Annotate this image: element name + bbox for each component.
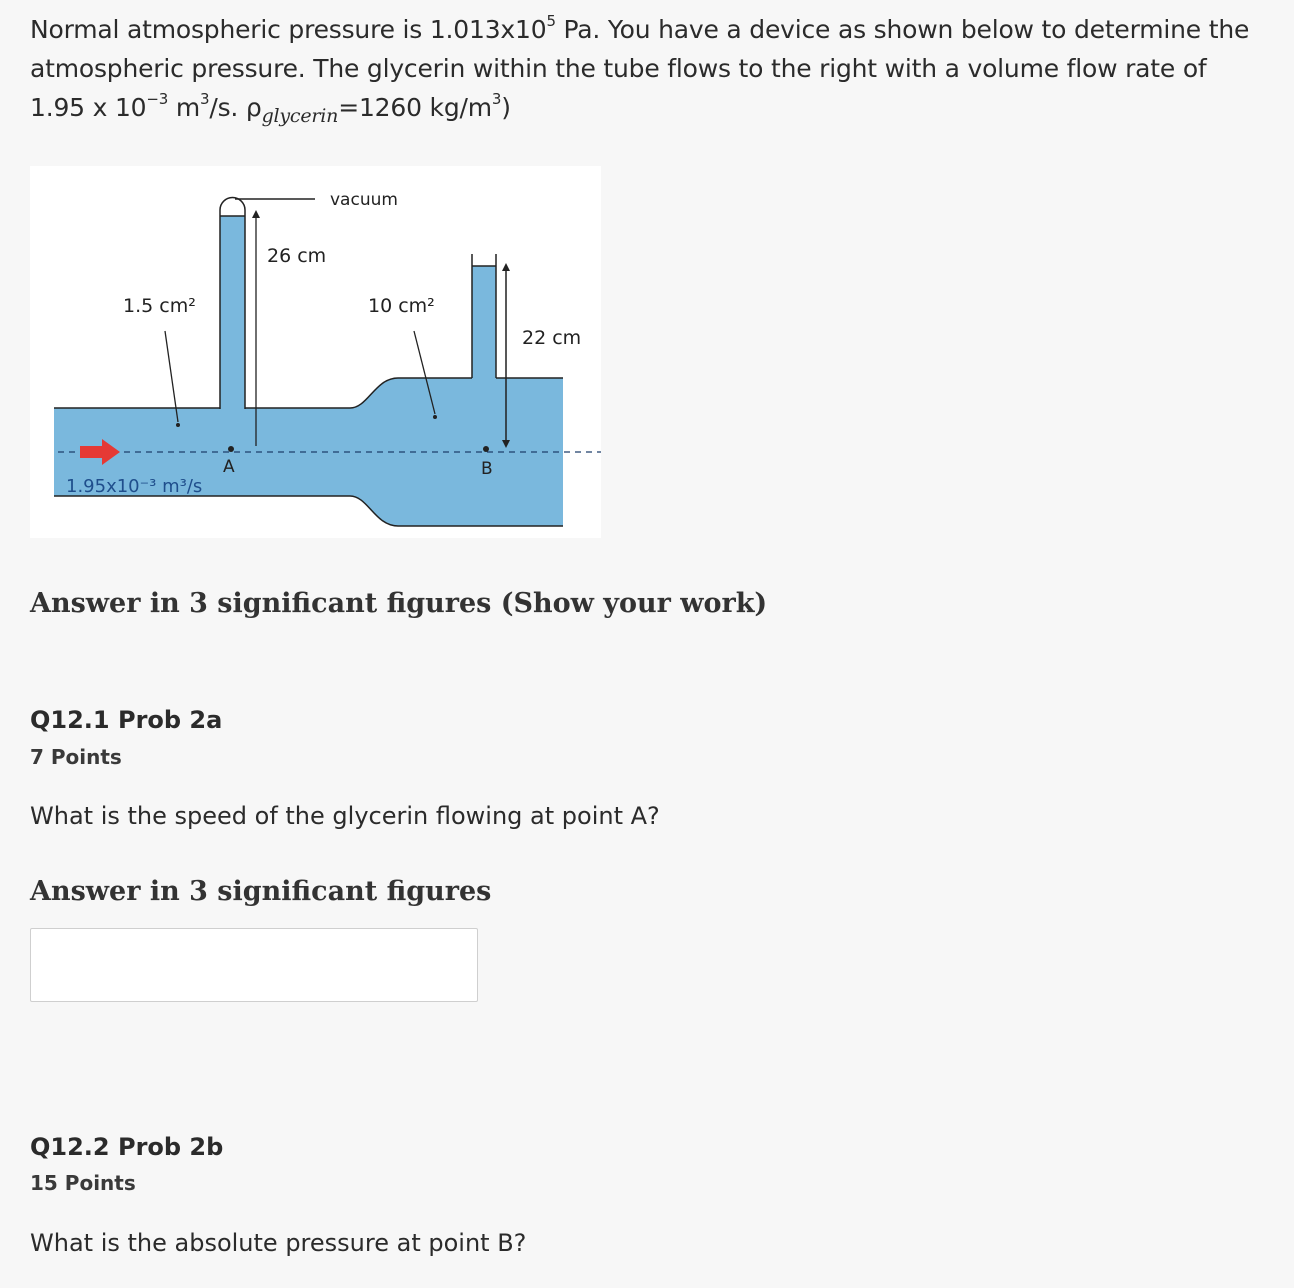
tube-b-fluid [472, 266, 496, 379]
question-1-answer-label: Answer in 3 significant figures [30, 876, 492, 907]
point-a-label: A [223, 457, 235, 477]
question-2-text: What is the absolute pressure at point B? [30, 1229, 527, 1257]
venturi-diagram [30, 166, 601, 538]
height-b-label: 22 cm [522, 327, 582, 349]
question-2-title: Q12.2 Prob 2b [30, 1133, 224, 1161]
pipe-body [54, 378, 563, 526]
question-1-points: 7 Points [30, 745, 122, 769]
point-b-label: B [481, 459, 493, 479]
area-b-label: 10 cm² [368, 295, 435, 317]
problem-statement [30, 10, 1270, 136]
question-1-title: Q12.1 Prob 2a [30, 706, 223, 734]
height-a-label: 26 cm [267, 245, 327, 267]
problem-line-1: Normal atmospheric pressure is $1.013x10^5$ Pa. You have a device as shown below to determine the [30, 12, 1250, 44]
area-a-label: 1.5 cm² [123, 295, 196, 317]
flow-rate-label: 1.95x10⁻³ m³/s [66, 476, 203, 497]
point-a-marker [228, 446, 234, 452]
venturi-diagram-svg [30, 166, 601, 538]
problem-line-3: 1.95 x $10^{-3}$ $m^3/s$. $\rho_{glycerin}=1260$ $kg/m^3$) [30, 90, 511, 127]
instruction-heading: Answer in 3 significant figures (Show your work) [30, 588, 768, 619]
question-1-answer-input[interactable] [30, 928, 478, 1002]
question-2-points: 15 Points [30, 1171, 136, 1195]
point-b-marker [483, 446, 489, 452]
tube-a-fluid [220, 216, 245, 409]
vacuum-label: vacuum [330, 190, 398, 210]
question-1-text: What is the speed of the glycerin flowing at point A? [30, 802, 660, 830]
problem-line-2: atmospheric pressure. The glycerin within the tube flows to the right with a volume flow rate of [30, 54, 1207, 83]
